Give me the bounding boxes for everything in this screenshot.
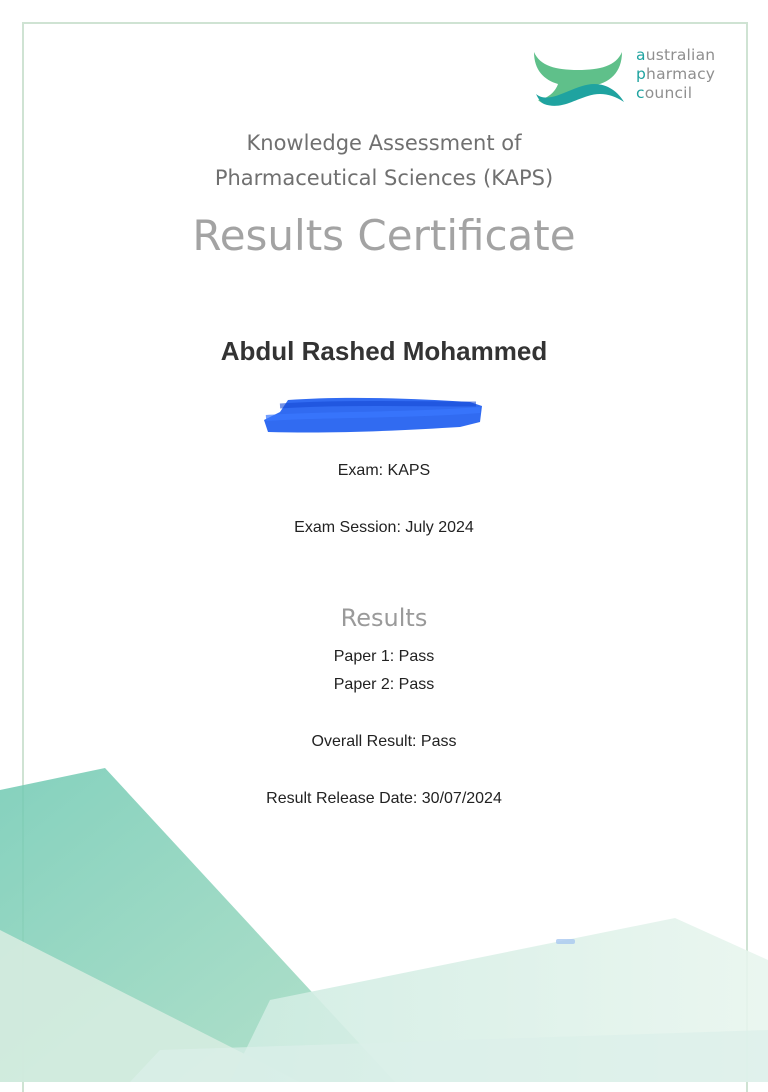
certificate-title: Results Certificate	[192, 211, 576, 260]
redaction-scribble	[260, 394, 486, 436]
logo-line2-initial: p	[636, 65, 647, 83]
apc-logo-mark-icon	[530, 44, 626, 108]
assessment-title	[0, 126, 768, 196]
logo-line2-rest: harmacy	[646, 65, 716, 83]
exam-session-line: Exam Session: July 2024	[294, 519, 474, 536]
exam-line: Exam: KAPS	[337, 462, 431, 479]
assessment-title-line2: Pharmaceutical Sciences (KAPS)	[214, 166, 554, 190]
logo-line1-initial: a	[636, 46, 646, 64]
paper1-result: Paper 1: Pass	[333, 648, 435, 665]
assessment-title-line1: Knowledge Assessment of	[246, 131, 522, 155]
release-date: Result Release Date: 30/07/2024	[266, 790, 502, 807]
overall-result: Overall Result: Pass	[311, 733, 457, 750]
results-heading: Results	[340, 604, 428, 632]
candidate-name: Abdul Rashed Mohammed	[220, 336, 548, 366]
logo-line3-rest: ouncil	[644, 84, 693, 102]
logo-line3-initial: c	[636, 84, 645, 102]
apc-logo	[530, 44, 740, 110]
apc-logo-text	[636, 46, 715, 103]
paper2-result: Paper 2: Pass	[333, 676, 435, 693]
logo-line1-rest: ustralian	[645, 46, 716, 64]
